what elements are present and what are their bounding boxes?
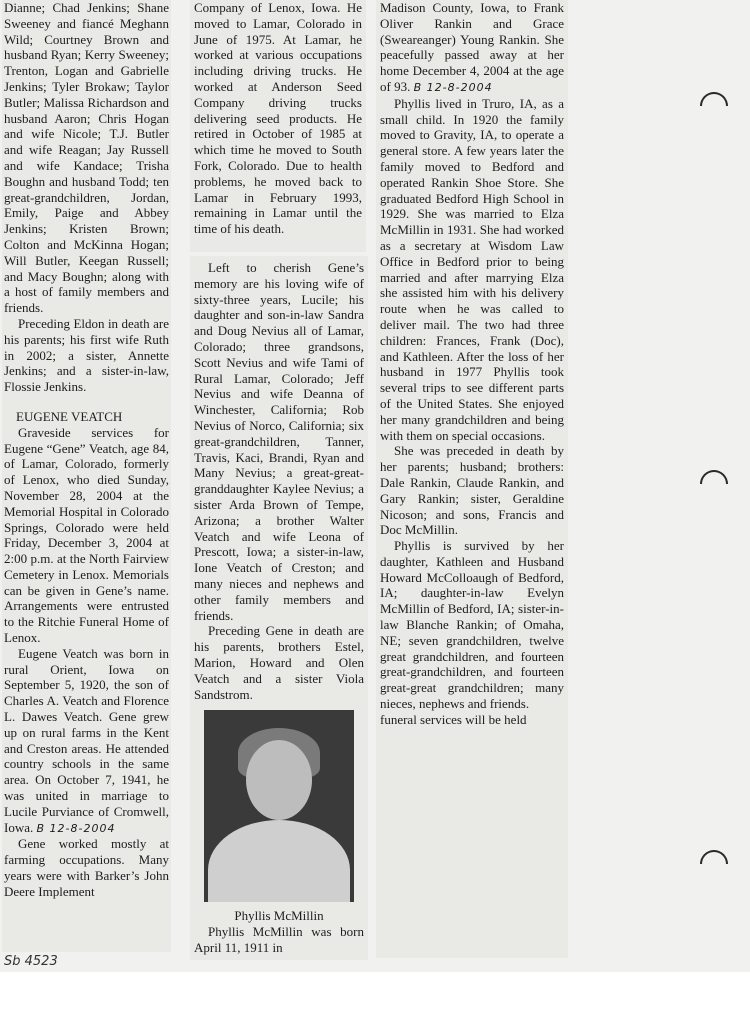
phyllis-preceded-text: She was preceded in death by her parents; husband; brothers: Dale Rankin, Claude Rankin, and Gary Rankin; sister, Geraldine Nicoson; and sons, Francis and Doc McMillin. — [380, 443, 564, 538]
phyllis-survivors-text: Phyllis is survived by her daughter, Kathleen and Husband Howard McColloaugh of Bedford, IA; daughter-in-law Evelyn McMillin of Bedford, IA; sister-in-law Blanche Rankin; of Omaha, NE; seven grandchildren, twelve great grandchildren, and fourteen great-grandchildren, and fourteen great-great grandchildren; many nieces, nephews and friends. — [380, 538, 564, 712]
phyllis-birth-text: Phyllis McMillin was born April 11, 1911 in — [194, 924, 364, 955]
eugene-preceded-text: Preceding Gene in death are his parents, brothers Estel, Marion, Howard and Olen Veatch and a sister Viola Sandstrom. — [194, 623, 364, 702]
eugene-survivors-text: Left to cherish Gene’s memory are his loving wife of sixty-three years, Lucile; his daughter and son-in-law Sandra and Doug Nevius all of Lamar, Colorado; three grandsons, Scott Nevius and wife Tami of Rural Lamar, Colorado; Jeff Nevius and wife Deanna of Winchester, California; Rob Nevius of Norco, California; six great-grandchildren, Tanner, Travis, Kaci, Brandi, Ryan and Many Nevius; a great-great-granddaughter Kaylee Nevius; a sister Arda Brown of Tempe, Arizona; a brother Walter Veatch and wife Leona of Prescott, Iowa; a sister-in-law, Ione Veatch of Creston; and many nieces and nephews and other family members and friends. — [194, 260, 364, 623]
eugene-biography-body: Eugene Veatch was born in rural Orient, Iowa on September 5, 1920, the son of Charles A. Veatch and Florence L. Dawes Veatch. Gene grew up on rural farms in the Kent and Creston areas. He attended country schools in the same area. On October 7, 1941, he was united in marriage to Lucile Purviance of Cromwell, Iowa. — [4, 645, 169, 835]
handwritten-date: B 12-8-2004 — [36, 821, 116, 835]
eugene-biography-text — [4, 646, 169, 837]
scan-tag: Sb 4523 — [4, 954, 58, 969]
phyllis-funeral-text: funeral services will be held — [380, 711, 527, 727]
eldon-preceded-text: Preceding Eldon in death are his parents; his first wife Ruth in 2002; a sister, Annette Jenkins; and a sister-in-law, Flossie Jenkins. — [4, 315, 169, 395]
clipping-column-2-bottom — [190, 256, 368, 960]
phyllis-intro-text — [380, 0, 564, 96]
phyllis-portrait-photo — [204, 710, 354, 902]
phyllis-life-text: Phyllis lived in Truro, IA, as a small child. In 1920 the family moved to Gravity, IA, to operate a general store. A few years later the family moved to Bedford and operated Rankin Shoe Store. She graduated Bedford High School in 1929. She was married to Elza McMillin in 1931. She had worked as a secretary at Wisdom Law Office in Bedford prior to being married and after marrying Elza she assisted him with his delivery route when he was called to deliver mail. The two had three children: Frances, Frank (Doc), and Kathleen. After the loss of her husband in 1977 Phyllis took several trips to see different parts of the United States. She enjoyed her many grandchildren and being with them on special occasions. — [380, 95, 564, 443]
phyllis-intro-body: Madison County, Iowa, to Frank Oliver Rankin and Grace (Sweareanger) Young Rankin. She peacefully passed away at her home December 4, 2004 at the age of 93. — [380, 0, 564, 94]
clipping-column-1 — [2, 0, 171, 952]
handwritten-date: B 12-8-2004 — [413, 80, 493, 94]
eugene-veatch-heading: EUGENE VEATCH — [16, 408, 123, 424]
photo-caption: Phyllis McMillin — [234, 908, 324, 924]
eugene-career-text: Company of Lenox, Iowa. He moved to Lamar, Colorado in June of 1975. At Lamar, he worked at various occupations including driving trucks. He worked at Anderson Seed Company driving trucks delivering seed products. He retired in October of 1985 at which time he moved to South Fork, Colorado. Due to health problems, he moved back to Lamar in February 1993, remaining in Lamar until the time of his death. — [194, 0, 362, 237]
photo-shoulders — [208, 820, 350, 902]
clipping-column-3 — [376, 0, 568, 958]
eugene-services-text: Graveside services for Eugene “Gene” Veatch, age 84, of Lamar, Colorado, formerly of Lenox, who died Sunday, November 28, 2004 at the Memorial Hospital in Colorado Springs, Colorado were held Friday, December 3, 2004 at 2:00 p.m. at the North Fairview Cemetery in Lenox. Memorials can be given in Gene’s name. Arrangements were entrusted to the Ritchie Funeral Home of Lenox. — [4, 424, 169, 646]
photo-face — [246, 740, 312, 820]
clipping-column-2-top — [190, 0, 366, 252]
eugene-work-text: Gene worked mostly at farming occupations. Many years were with Barker’s John Deere Implement — [4, 836, 169, 899]
eldon-survivors-text: Dianne; Chad Jenkins; Shane Sweeney and fiancé Meghann Wild; Courtney Brown and husband Ryan; Kerry Sweeney; Trenton, Logan and Gabrielle Jenkins; Tyler Brokaw; Taylor Butler; Malissa Richardson and husband Aaron; Chris Hogan and wife Nicole; T.J. Butler and wife Reagan; Jay Russell and wife Kandace; Trisha Boughn and husband Todd; ten great-grandchildren, Jordan, Emily, Paige and Abbey Jenkins; Kristen Brown; Colton and McKinna Hogan; Will Butler, Keegan Russell; and Macy Boughn; along with a host of family members and friends. — [4, 0, 169, 316]
